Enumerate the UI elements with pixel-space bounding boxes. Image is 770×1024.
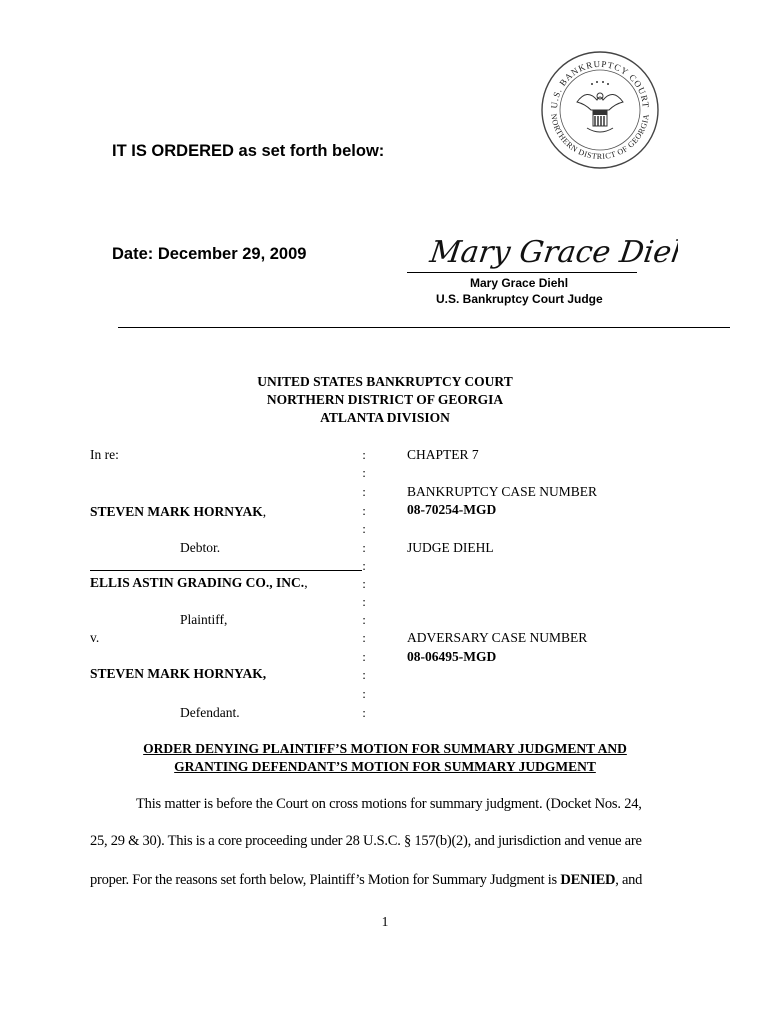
ordered-heading: IT IS ORDERED as set forth below:: [112, 142, 385, 160]
caption-colon: :: [362, 447, 366, 462]
caption-divider: [90, 570, 362, 571]
body-line-3-end: , and: [615, 872, 643, 888]
seal-bottom-text: NORTHERN DISTRICT OF GEORGIA: [549, 113, 651, 162]
page-number: 1: [381, 914, 389, 929]
caption-colon: :: [362, 503, 366, 518]
judge-assignment: JUDGE DIEHL: [407, 540, 494, 555]
signature-line: [407, 272, 637, 273]
body-line-2: 25, 29 & 30). This is a core proceeding under 28 U.S.C. § 157(b)(2), and jurisdiction and venue are: [90, 833, 642, 849]
court-seal: [537, 40, 663, 178]
signature-script: Mary Grace Diehl: [428, 235, 678, 270]
caption-colon: :: [362, 484, 366, 499]
header-separator: [118, 327, 730, 328]
body-line-1: This matter is before the Court on cross motions for summary judgment. (Docket Nos. 24,: [136, 796, 642, 812]
plaintiff-label: Plaintiff,: [180, 612, 228, 627]
caption-colon: :: [362, 667, 366, 682]
court-division: ATLANTA DIVISION: [320, 410, 450, 425]
adv-case-label: ADVERSARY CASE NUMBER: [407, 630, 588, 645]
caption-colon: :: [362, 705, 366, 720]
caption-colon: :: [362, 465, 366, 480]
defendant-name: STEVEN MARK HORNYAK,: [90, 666, 267, 681]
body-line-3: [90, 872, 642, 889]
body-line-3-text: proper. For the reasons set forth below, Plaintiff’s Motion for Summary Judgment is: [90, 872, 561, 888]
denied-emphasis: DENIED: [560, 872, 616, 888]
debtor-name: STEVEN MARK HORNYAK: [90, 504, 263, 519]
in-re-label: In re:: [90, 447, 119, 462]
seal-outer-text: U.S. BANKRUPTCY COURT: [548, 58, 652, 109]
debtor-name-line: [90, 504, 266, 520]
caption-colon: :: [362, 630, 366, 645]
judge-title: U.S. Bankruptcy Court Judge: [436, 292, 603, 306]
judge-name: Mary Grace Diehl: [470, 276, 569, 290]
court-district: NORTHERN DISTRICT OF GEORGIA: [266, 392, 504, 407]
caption-colon: :: [362, 521, 366, 536]
versus: v.: [90, 630, 100, 645]
debtor-label: Debtor.: [180, 540, 221, 555]
chapter: CHAPTER 7: [407, 447, 479, 462]
debtor-comma: ,: [262, 504, 267, 519]
caption-colon: :: [362, 558, 366, 573]
caption-colon: :: [362, 649, 366, 664]
bk-case-number: 08-70254-MGD: [407, 502, 497, 517]
judge-signature: [428, 226, 678, 274]
plaintiff-name-line: [90, 575, 308, 591]
order-date: Date: December 29, 2009: [112, 245, 307, 263]
caption-colon: :: [362, 612, 366, 627]
court-name: UNITED STATES BANKRUPTCY COURT: [257, 374, 513, 389]
plaintiff-name: ELLIS ASTIN GRADING CO., INC.: [90, 575, 305, 590]
defendant-label: Defendant.: [180, 705, 240, 720]
plaintiff-comma: ,: [304, 575, 308, 590]
svg-text:U.S. BANKRUPTCY COURT: [549, 59, 651, 109]
adv-case-number: 08-06495-MGD: [407, 649, 497, 664]
caption-colon: :: [362, 594, 366, 609]
caption-colon: :: [362, 686, 366, 701]
bk-case-label: BANKRUPTCY CASE NUMBER: [407, 484, 598, 499]
order-title-line2: GRANTING DEFENDANT’S MOTION FOR SUMMARY JUDGMENT: [174, 759, 596, 774]
caption-colon: :: [362, 540, 366, 555]
caption-colon: :: [362, 576, 366, 591]
order-title-line1: ORDER DENYING PLAINTIFF’S MOTION FOR SUMMARY JUDGMENT AND: [143, 741, 627, 756]
